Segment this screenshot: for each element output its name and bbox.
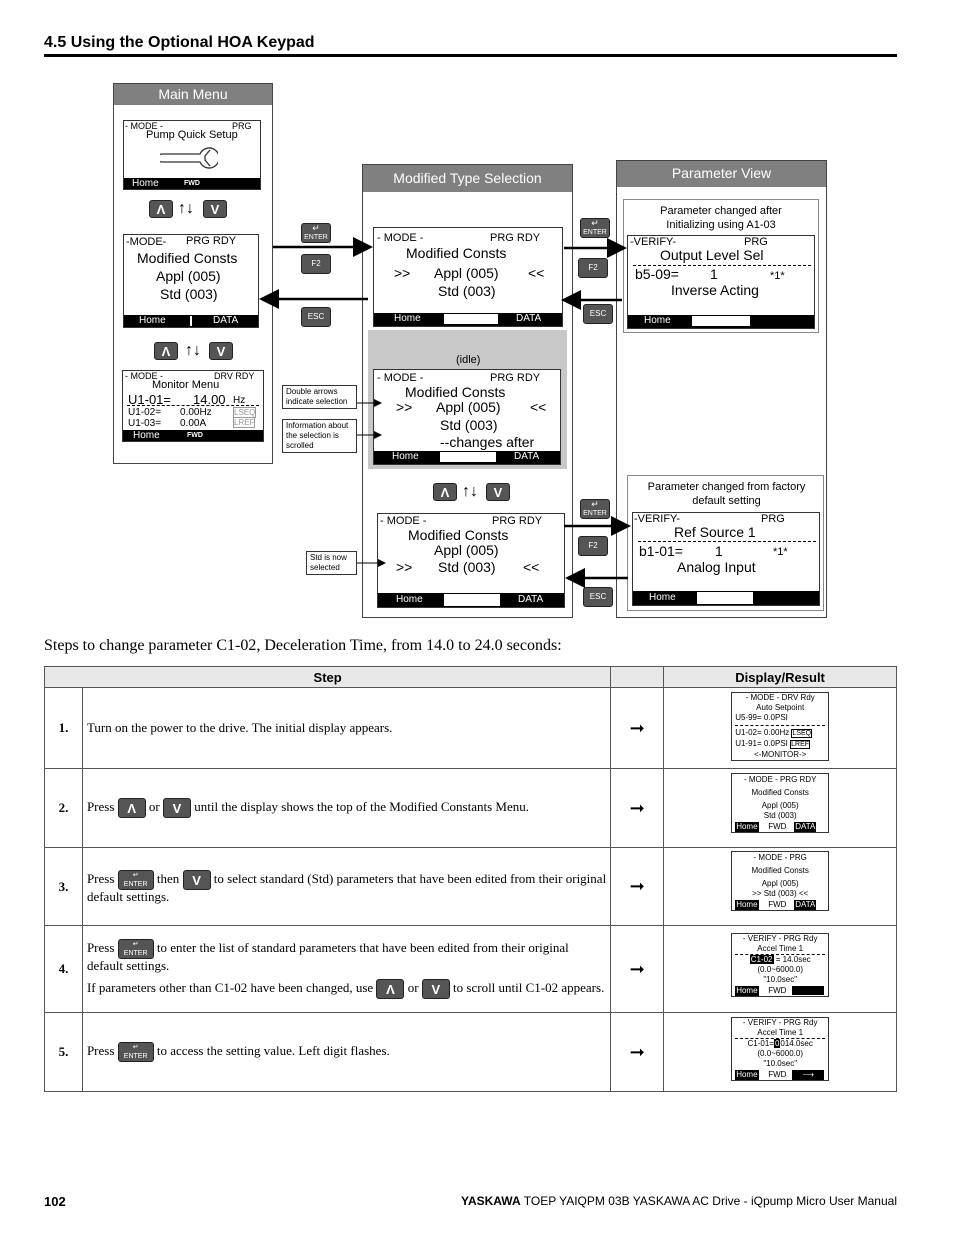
- data-label: DATA: [516, 313, 542, 324]
- enter-key[interactable]: ↵ ENTER: [301, 223, 331, 243]
- display-row: Appl (005): [761, 801, 799, 810]
- fwd-label: FWD: [184, 180, 200, 187]
- step-text: Press ↵ ENTER then V to select standard (Std) parameters that have been edited from their original default settings.: [82, 848, 610, 926]
- esc-key[interactable]: ESC: [583, 304, 613, 324]
- display-row: - VERIFY - PRG Rdy: [742, 1018, 818, 1027]
- f2-key[interactable]: F2: [578, 536, 608, 556]
- section-title: 4.5 Using the Optional HOA Keypad: [44, 34, 315, 51]
- up-down-arrows: ↑↓: [462, 483, 478, 500]
- lcd-line4: --changes after: [440, 434, 535, 450]
- enter-key[interactable]: ↵ ENTER: [118, 1042, 154, 1062]
- enter-key[interactable]: ↵ ENTER: [118, 939, 154, 959]
- result-arrow: ➞: [611, 848, 664, 926]
- step-number: 4.: [45, 926, 83, 1013]
- data-label: DATA: [514, 451, 540, 462]
- lcd-line2: Appl (005): [434, 265, 499, 281]
- lcd-sel-right: <<: [528, 265, 545, 281]
- lcd-sel-left: >>: [396, 399, 413, 415]
- col-display: Display/Result: [664, 667, 897, 688]
- lcd-row3-value: 0.00A: [180, 418, 207, 429]
- display-row: (0.0~6000.0): [757, 965, 803, 974]
- display-row: Accel Time 1: [757, 944, 804, 953]
- data-label: DATA: [518, 594, 544, 605]
- display-row: - MODE - PRG RDY: [743, 775, 817, 784]
- home-label: Home: [392, 451, 419, 462]
- display-cell: [664, 1013, 897, 1092]
- page-number: 102: [44, 1194, 66, 1209]
- lcd-sel-left: >>: [396, 559, 413, 575]
- display-row: U1-91= 0.0PSI LREF: [735, 739, 810, 748]
- lcd-name: Output Level Sel: [660, 247, 764, 263]
- lcd-name: Ref Source 1: [674, 524, 756, 540]
- down-key[interactable]: V: [209, 342, 233, 360]
- lcd-value: 14.00: [193, 392, 226, 407]
- display-cell: [664, 926, 897, 1013]
- lcd-line1: Modified Consts: [408, 527, 509, 543]
- lseq-badge: LSEQ: [234, 408, 256, 417]
- table-row: [45, 926, 897, 1013]
- lcd-sel-left: >>: [394, 265, 411, 281]
- step-text: Turn on the power to the drive. The initial display appears.: [82, 688, 610, 769]
- lcd-mode: - MODE -: [377, 372, 424, 384]
- display-row: U5-99= 0.0PSI: [735, 713, 788, 722]
- table-row: [45, 769, 897, 848]
- home-label: Home: [132, 178, 159, 189]
- up-down-arrows: ↑↓: [185, 342, 201, 359]
- idle-label: (idle): [456, 354, 481, 366]
- fwd-label: FWD: [187, 432, 203, 439]
- display-row: Auto Setpoint: [756, 703, 805, 712]
- caption-text: Parameter changed after Initializing using A1-03: [660, 205, 782, 231]
- lcd-line1: Modified Consts: [406, 245, 507, 261]
- display-row: C1-01=0014.0sec: [747, 1039, 813, 1048]
- display-row: C1-02 = 14.0sec: [750, 955, 811, 964]
- result-arrow: ➞: [611, 688, 664, 769]
- lcd-line3: Std (003): [160, 286, 218, 302]
- lcd-status: PRG RDY: [186, 235, 237, 247]
- display-bar: Home FWD: [732, 986, 828, 996]
- down-key[interactable]: V: [183, 870, 211, 890]
- display-cell: [664, 769, 897, 848]
- step-text: Press ↵ ENTER to enter the list of standard parameters that have been edited from their original default settings. If parameters other than C1-02 have been changed, use Λ or V to scroll until C1-02 appears.: [82, 926, 610, 1013]
- up-key[interactable]: Λ: [154, 342, 178, 360]
- steps-intro: Steps to change parameter C1-02, Deceleration Time, from 14.0 to 24.0 seconds:: [44, 637, 562, 654]
- lcd-line1: Monitor Menu: [152, 379, 220, 391]
- lcd-verify: -VERIFY-: [634, 513, 681, 525]
- enter-key[interactable]: ↵ ENTER: [580, 218, 610, 238]
- up-down-arrows: ↑↓: [178, 200, 194, 217]
- step-number: 5.: [45, 1013, 83, 1092]
- lcd-status: PRG RDY: [492, 515, 543, 527]
- display-row: - MODE - DRV Rdy: [745, 693, 815, 702]
- lcd-param: b5-09=: [635, 266, 679, 282]
- table-row: [45, 688, 897, 769]
- display-5: [731, 1017, 829, 1081]
- display-row: U1-02= 0.00Hz LSEQ: [735, 728, 812, 737]
- lcd-mark: *1*: [773, 546, 788, 558]
- lcd-line3: Std (003): [438, 559, 496, 575]
- display-bar: Home FWD DATA: [736, 900, 816, 909]
- parameter-view-title: Parameter View: [617, 161, 826, 187]
- f2-key[interactable]: F2: [301, 254, 331, 274]
- lcd-line2: Appl (005): [156, 268, 221, 284]
- lcd-val: 1: [715, 543, 723, 559]
- lcd-desc: Inverse Acting: [671, 282, 759, 298]
- display-row: Std (003): [763, 811, 797, 820]
- lcd-param: b1-01=: [639, 543, 683, 559]
- display-bar: Home FWD DATA: [736, 822, 816, 831]
- lcd-sel-right: <<: [523, 559, 540, 575]
- display-row: "10.0sec": [763, 975, 798, 984]
- display-row: Accel Time 1: [757, 1028, 804, 1037]
- table-row: [45, 1013, 897, 1092]
- display-3: [731, 851, 829, 911]
- step-number: 1.: [45, 688, 83, 769]
- lcd-status: DRV RDY: [214, 371, 255, 381]
- lcd-mode: - MODE -: [125, 371, 163, 381]
- lcd-line1: Modified Consts: [137, 250, 238, 266]
- home-label: Home: [644, 315, 671, 326]
- result-arrow: ➞: [611, 926, 664, 1013]
- display-2: [731, 773, 829, 833]
- lref-badge: LREF: [234, 418, 255, 427]
- display-row: (0.0~6000.0): [757, 1049, 803, 1058]
- display-row: - VERIFY - PRG Rdy: [742, 934, 818, 943]
- home-label: Home: [394, 313, 421, 324]
- home-label: Home: [649, 592, 676, 603]
- info-scrolled-note: Information about the selection is scrolled: [282, 419, 357, 453]
- lcd-line3: Std (003): [438, 283, 496, 299]
- lcd-row2: U1-02=: [128, 407, 162, 418]
- step-number: 3.: [45, 848, 83, 926]
- data-label: DATA: [213, 315, 239, 326]
- f2-key[interactable]: F2: [578, 258, 608, 278]
- double-arrows-note: Double arrows indicate selection: [282, 385, 357, 409]
- down-key[interactable]: V: [163, 798, 191, 818]
- display-1: [731, 692, 829, 761]
- esc-key[interactable]: ESC: [583, 587, 613, 607]
- up-key[interactable]: Λ: [118, 798, 146, 818]
- down-key[interactable]: V: [422, 979, 450, 999]
- down-key[interactable]: V: [486, 483, 510, 501]
- lcd-prg: PRG: [761, 513, 785, 525]
- display-row: <-MONITOR->: [754, 750, 807, 759]
- lcd-line1: Modified Consts: [405, 384, 506, 400]
- modified-type-title: Modified Type Selection: [363, 165, 572, 192]
- display-row: "10.0sec": [763, 1059, 798, 1068]
- lcd-sel-right: <<: [530, 399, 547, 415]
- home-label: Home: [396, 594, 423, 605]
- lcd-label: Pump Quick Setup: [146, 129, 238, 141]
- lcd-val: 1: [710, 266, 718, 282]
- enter-key[interactable]: ↵ ENTER: [118, 870, 154, 890]
- caption-text: Parameter changed from factory default setting: [647, 481, 806, 507]
- lcd-param: U1-01=: [128, 392, 171, 407]
- lcd-verify: -VERIFY-: [630, 236, 677, 248]
- result-arrow: ➞: [611, 1013, 664, 1092]
- lcd-mode: -MODE-: [126, 236, 167, 248]
- lcd-prg: PRG: [744, 236, 768, 248]
- lcd-mode: - MODE -: [377, 232, 424, 244]
- std-selected-note: Std is now selected: [306, 551, 357, 575]
- display-row: >> Std (003) <<: [752, 889, 809, 898]
- display-cell: [664, 848, 897, 926]
- step-text: Press Λ or V until the display shows the top of the Modified Constants Menu.: [82, 769, 610, 848]
- lcd-mode: - MODE -: [380, 515, 427, 527]
- display-row: Modified Consts: [751, 866, 809, 875]
- steps-table: [44, 666, 897, 1092]
- step-text: Press ↵ ENTER to access the setting value. Left digit flashes.: [82, 1013, 610, 1092]
- table-row: [45, 848, 897, 926]
- footer-text: YASKAWA TOEP YAIQPM 03B YASKAWA AC Drive - iQpump Micro User Manual: [461, 1194, 897, 1208]
- display-row: Appl (005): [761, 879, 799, 888]
- lcd-status: PRG RDY: [490, 232, 541, 244]
- col-step: Step: [45, 667, 611, 688]
- step-number: 2.: [45, 769, 83, 848]
- main-menu-title: Main Menu: [114, 84, 272, 105]
- lcd-row3: U1-03=: [128, 418, 162, 429]
- lcd-line2: Appl (005): [436, 399, 501, 415]
- lcd-mark: *1*: [770, 270, 785, 282]
- lcd-line3: Std (003): [440, 417, 498, 433]
- home-label: Home: [139, 315, 166, 326]
- enter-key[interactable]: ↵ ENTER: [580, 499, 610, 519]
- lcd-desc: Analog Input: [677, 559, 756, 575]
- up-key[interactable]: Λ: [433, 483, 457, 501]
- lcd-unit: Hz: [233, 395, 246, 406]
- result-arrow: ➞: [611, 769, 664, 848]
- display-row: - MODE - PRG: [753, 853, 807, 862]
- lcd-status: PRG RDY: [490, 372, 541, 384]
- display-row: Modified Consts: [751, 788, 809, 797]
- esc-key[interactable]: ESC: [301, 307, 331, 327]
- col-arrow: [611, 667, 664, 688]
- home-label: Home: [133, 430, 160, 441]
- display-4: [731, 933, 829, 997]
- display-bar: Home FWD ⟶: [732, 1070, 828, 1080]
- lcd-line2: Appl (005): [434, 542, 499, 558]
- up-key[interactable]: Λ: [149, 200, 173, 218]
- display-cell: [664, 688, 897, 769]
- down-key[interactable]: V: [203, 200, 227, 218]
- lcd-row2-value: 0.00Hz: [180, 407, 212, 418]
- lcd-mode: - MODE -: [125, 121, 163, 131]
- up-key[interactable]: Λ: [376, 979, 404, 999]
- lcd-prg: PRG: [232, 121, 252, 131]
